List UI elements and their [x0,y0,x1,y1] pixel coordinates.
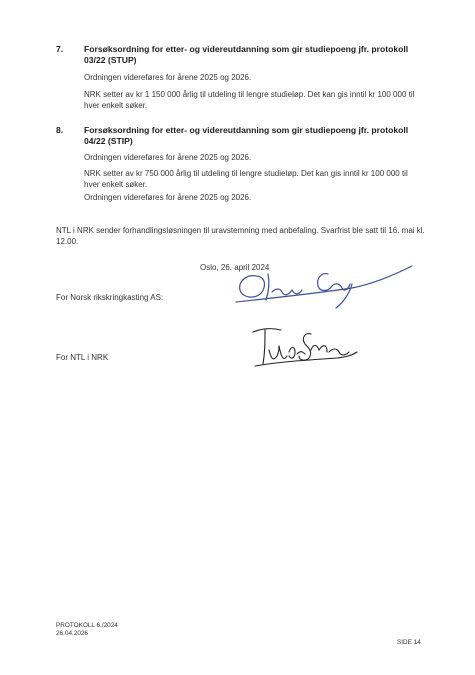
section-7-number: 7. [56,44,64,54]
ntl-signature-image [247,322,362,372]
section-7-paragraph-2: NRK setter av kr 1 150 000 årlig til utdeling til lengre studieløp. Det kan gis inntil kr 100 000 til hver enkelt søker. [84,90,415,110]
footer-protocol: PROTOKOLL 6./2024 [56,622,118,629]
section-8-number: 8. [56,125,64,135]
signatory-ntl-label: For NTL i NRK [56,353,109,362]
section-8-paragraph-2: NRK setter av kr 750 000 årlig til utdeling til lengre studieløp. Det kan gis inntil kr 100 000 til hver enkelt søker. [84,169,408,189]
section-7-paragraph-1: Ordningen videreføres for årene 2025 og 2026. [84,73,252,82]
section-8-title: Forsøksordning for etter- og videreutdanning som gir studiepoeng jfr. protokoll 04/22 (STIP) [84,125,409,146]
section-8-paragraph-1: Ordningen videreføres for årene 2025 og 2026. [84,153,252,162]
footer-date: 26.04.2026 [56,630,88,637]
section-8-paragraph-3: Ordningen videreføres for årene 2025 og 2026. [84,193,252,202]
closing-paragraph: NTL i NRK sender forhandlingsløsningen til uravstemning med anbefaling. Svarfrist ble satt til 16. mai kl. 12.00. [56,226,425,246]
page-number: SIDE 14 [397,639,421,646]
nrk-signature-image [232,262,417,312]
section-7-title: Forsøksordning for etter- og videreutdanning som gir studiepoeng jfr. protokoll 03/22 (STUP) [84,44,409,65]
footer [56,622,118,638]
place-date: Oslo, 26. april 2024 [200,263,270,272]
signatory-nrk-label: For Norsk rikskringkasting AS: [56,293,164,302]
